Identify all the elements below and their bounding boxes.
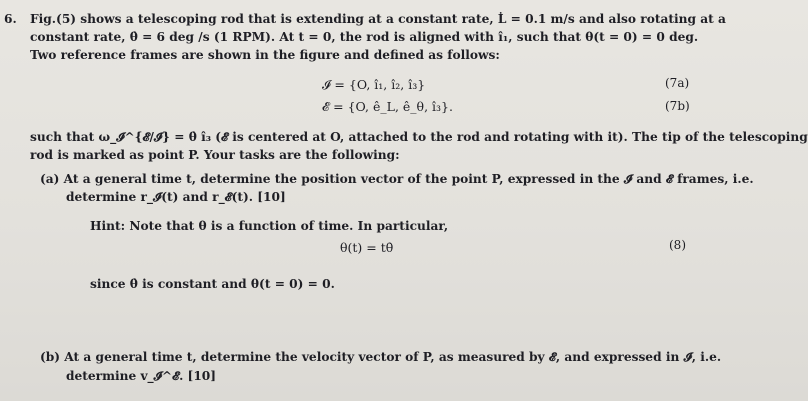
equation-7a-number: (7a) [665, 76, 690, 90]
problem-line-3: Two reference frames are shown in the figure and defined as follows: [30, 48, 500, 62]
problem-number: 6. [4, 12, 17, 26]
part-a-hint: Hint: Note that θ is a function of time. In particular, [90, 219, 449, 233]
problem-line-2: constant rate, θ̇ = 6 deg /s (1 RPM). At t = 0, the rod is aligned with î₁, such that θ(t = 0) = 0 deg. [30, 30, 699, 44]
text-after-line-2: rod is marked as point P. Your tasks are the following: [30, 148, 400, 162]
problem-line-1: Fig.(5) shows a telescoping rod that is extending at a constant rate, L̇ = 0.1 m/s and also rotating at a [30, 12, 726, 26]
equation-7b: 𝓔 = {O, ê_L, ê_θ, î₃}. [322, 99, 453, 114]
equation-7b-number: (7b) [665, 99, 690, 113]
part-a-line-1: (a) At a general time t, determine the position vector of the point P, expressed in the 𝓘 and 𝓔 frames, i.e. [40, 172, 754, 186]
equation-8: θ(t) = tθ̇ [340, 240, 394, 255]
part-a-line-2: determine r_𝓘(t) and r_𝓔(t). [10] [66, 190, 286, 204]
part-b-line-1: (b) At a general time t, determine the velocity vector of P, as measured by 𝓔, and expressed in 𝓘, i.e. [40, 350, 722, 364]
equation-7a: 𝓘 = {O, î₁, î₂, î₃} [322, 77, 426, 92]
text-after-line-1: such that ω_𝓘^{𝓔/𝓘} = θ̇ î₃ (𝓔 is centered at O, attached to the rod and rotating with it). The tip of the telescoping [30, 130, 808, 144]
part-a-since: since θ̇ is constant and θ(t = 0) = 0. [90, 277, 335, 291]
part-b-line-2: determine v_𝓘^𝓔. [10] [66, 369, 217, 383]
equation-8-number: (8) [669, 238, 686, 252]
